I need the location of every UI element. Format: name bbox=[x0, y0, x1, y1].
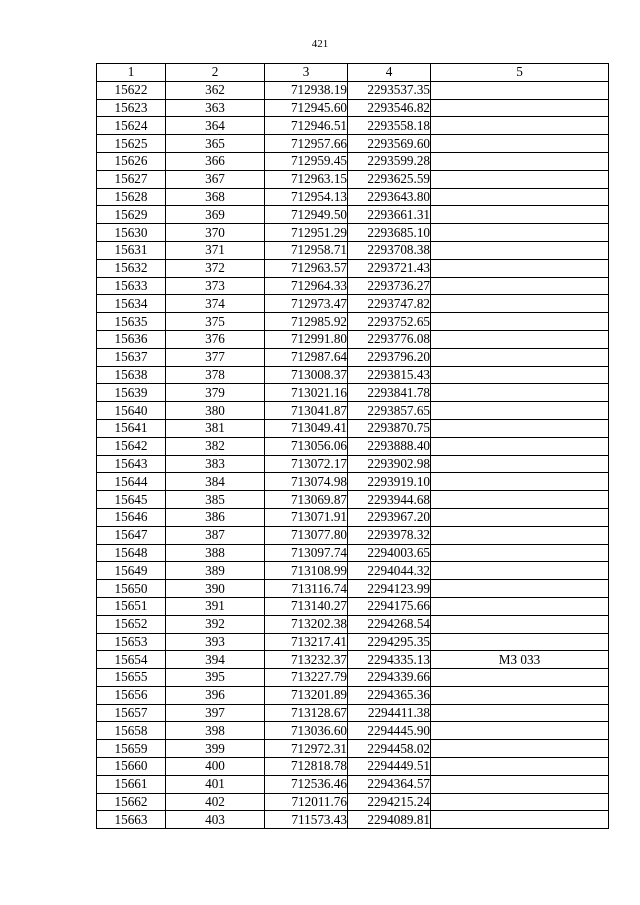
x-coordinate-cell: 712945.60 bbox=[265, 99, 348, 117]
note-cell bbox=[431, 295, 609, 313]
point-number-cell: 383 bbox=[166, 455, 265, 473]
table-row bbox=[97, 384, 609, 402]
table-row bbox=[97, 455, 609, 473]
y-coordinate-cell: 2293776.08 bbox=[348, 330, 431, 348]
x-coordinate-cell: 713056.06 bbox=[265, 437, 348, 455]
table-row bbox=[97, 135, 609, 153]
table-row bbox=[97, 366, 609, 384]
table-row bbox=[97, 669, 609, 687]
y-coordinate-cell: 2293752.65 bbox=[348, 313, 431, 331]
point-number-cell: 397 bbox=[166, 704, 265, 722]
note-cell bbox=[431, 81, 609, 99]
point-number-cell: 390 bbox=[166, 580, 265, 598]
x-coordinate-cell: 712954.13 bbox=[265, 188, 348, 206]
point-number-cell: 396 bbox=[166, 686, 265, 704]
point-number-cell: 371 bbox=[166, 241, 265, 259]
point-number-cell: 364 bbox=[166, 117, 265, 135]
point-number-cell: 384 bbox=[166, 473, 265, 491]
x-coordinate-cell: 713049.41 bbox=[265, 419, 348, 437]
note-cell bbox=[431, 384, 609, 402]
point-id-cell: 15631 bbox=[97, 241, 166, 259]
point-number-cell: 381 bbox=[166, 419, 265, 437]
note-cell bbox=[431, 562, 609, 580]
table-row bbox=[97, 544, 609, 562]
y-coordinate-cell: 2293919.10 bbox=[348, 473, 431, 491]
table-row bbox=[97, 491, 609, 509]
point-id-cell: 15644 bbox=[97, 473, 166, 491]
y-coordinate-cell: 2293685.10 bbox=[348, 224, 431, 242]
note-cell bbox=[431, 473, 609, 491]
note-cell bbox=[431, 615, 609, 633]
x-coordinate-cell: 713074.98 bbox=[265, 473, 348, 491]
y-coordinate-cell: 2293888.40 bbox=[348, 437, 431, 455]
table-row bbox=[97, 295, 609, 313]
y-coordinate-cell: 2293546.82 bbox=[348, 99, 431, 117]
point-number-cell: 366 bbox=[166, 152, 265, 170]
x-coordinate-cell: 713227.79 bbox=[265, 669, 348, 687]
point-id-cell: 15649 bbox=[97, 562, 166, 580]
point-number-cell: 382 bbox=[166, 437, 265, 455]
note-cell bbox=[431, 419, 609, 437]
y-coordinate-cell: 2293944.68 bbox=[348, 491, 431, 509]
y-coordinate-cell: 2293643.80 bbox=[348, 188, 431, 206]
y-coordinate-cell: 2294364.57 bbox=[348, 775, 431, 793]
x-coordinate-cell: 713097.74 bbox=[265, 544, 348, 562]
table-header-row bbox=[97, 64, 609, 82]
table-row bbox=[97, 704, 609, 722]
note-cell bbox=[431, 170, 609, 188]
table-row bbox=[97, 508, 609, 526]
point-number-cell: 403 bbox=[166, 811, 265, 829]
note-cell bbox=[431, 758, 609, 776]
y-coordinate-cell: 2294044.32 bbox=[348, 562, 431, 580]
table-row bbox=[97, 526, 609, 544]
point-id-cell: 15660 bbox=[97, 758, 166, 776]
note-cell bbox=[431, 135, 609, 153]
point-id-cell: 15643 bbox=[97, 455, 166, 473]
table-body bbox=[97, 81, 609, 828]
note-cell bbox=[431, 455, 609, 473]
point-id-cell: 15645 bbox=[97, 491, 166, 509]
note-cell bbox=[431, 704, 609, 722]
table-row bbox=[97, 206, 609, 224]
note-cell bbox=[431, 206, 609, 224]
point-id-cell: 15646 bbox=[97, 508, 166, 526]
point-number-cell: 399 bbox=[166, 740, 265, 758]
table-row bbox=[97, 402, 609, 420]
table-row bbox=[97, 562, 609, 580]
point-id-cell: 15659 bbox=[97, 740, 166, 758]
point-number-cell: 378 bbox=[166, 366, 265, 384]
table-row bbox=[97, 740, 609, 758]
y-coordinate-cell: 2294215.24 bbox=[348, 793, 431, 811]
point-number-cell: 401 bbox=[166, 775, 265, 793]
x-coordinate-cell: 713077.80 bbox=[265, 526, 348, 544]
table-row bbox=[97, 170, 609, 188]
y-coordinate-cell: 2294295.35 bbox=[348, 633, 431, 651]
table-row bbox=[97, 473, 609, 491]
column-header: 4 bbox=[348, 64, 431, 82]
point-id-cell: 15637 bbox=[97, 348, 166, 366]
point-id-cell: 15640 bbox=[97, 402, 166, 420]
y-coordinate-cell: 2293902.98 bbox=[348, 455, 431, 473]
y-coordinate-cell: 2294365.36 bbox=[348, 686, 431, 704]
point-id-cell: 15657 bbox=[97, 704, 166, 722]
point-number-cell: 380 bbox=[166, 402, 265, 420]
point-id-cell: 15632 bbox=[97, 259, 166, 277]
table-row bbox=[97, 651, 609, 669]
note-cell bbox=[431, 330, 609, 348]
coordinates-table bbox=[96, 63, 609, 829]
y-coordinate-cell: 2293857.65 bbox=[348, 402, 431, 420]
point-number-cell: 400 bbox=[166, 758, 265, 776]
x-coordinate-cell: 712963.57 bbox=[265, 259, 348, 277]
y-coordinate-cell: 2293978.32 bbox=[348, 526, 431, 544]
point-id-cell: 15655 bbox=[97, 669, 166, 687]
table-row bbox=[97, 419, 609, 437]
table-row bbox=[97, 437, 609, 455]
x-coordinate-cell: 711573.43 bbox=[265, 811, 348, 829]
y-coordinate-cell: 2293569.60 bbox=[348, 135, 431, 153]
table-row bbox=[97, 330, 609, 348]
note-cell bbox=[431, 188, 609, 206]
point-number-cell: 363 bbox=[166, 99, 265, 117]
x-coordinate-cell: 712991.80 bbox=[265, 330, 348, 348]
table-row bbox=[97, 597, 609, 615]
page-number: 421 bbox=[311, 38, 329, 50]
y-coordinate-cell: 2294458.02 bbox=[348, 740, 431, 758]
y-coordinate-cell: 2293747.82 bbox=[348, 295, 431, 313]
note-cell bbox=[431, 402, 609, 420]
point-id-cell: 15633 bbox=[97, 277, 166, 295]
y-coordinate-cell: 2294339.66 bbox=[348, 669, 431, 687]
note-cell bbox=[431, 313, 609, 331]
note-cell bbox=[431, 241, 609, 259]
point-id-cell: 15648 bbox=[97, 544, 166, 562]
table-row bbox=[97, 152, 609, 170]
table-row bbox=[97, 633, 609, 651]
y-coordinate-cell: 2294003.65 bbox=[348, 544, 431, 562]
point-number-cell: 386 bbox=[166, 508, 265, 526]
x-coordinate-cell: 712957.66 bbox=[265, 135, 348, 153]
point-id-cell: 15651 bbox=[97, 597, 166, 615]
point-number-cell: 392 bbox=[166, 615, 265, 633]
y-coordinate-cell: 2294123.99 bbox=[348, 580, 431, 598]
x-coordinate-cell: 713021.16 bbox=[265, 384, 348, 402]
y-coordinate-cell: 2294445.90 bbox=[348, 722, 431, 740]
note-cell bbox=[431, 580, 609, 598]
x-coordinate-cell: 713008.37 bbox=[265, 366, 348, 384]
x-coordinate-cell: 712938.19 bbox=[265, 81, 348, 99]
note-cell bbox=[431, 366, 609, 384]
note-cell bbox=[431, 526, 609, 544]
note-cell bbox=[431, 669, 609, 687]
table-row bbox=[97, 793, 609, 811]
point-id-cell: 15639 bbox=[97, 384, 166, 402]
note-cell bbox=[431, 224, 609, 242]
point-number-cell: 389 bbox=[166, 562, 265, 580]
note-cell bbox=[431, 633, 609, 651]
y-coordinate-cell: 2293558.18 bbox=[348, 117, 431, 135]
note-cell bbox=[431, 277, 609, 295]
point-number-cell: 395 bbox=[166, 669, 265, 687]
point-id-cell: 15653 bbox=[97, 633, 166, 651]
point-id-cell: 15638 bbox=[97, 366, 166, 384]
point-id-cell: 15635 bbox=[97, 313, 166, 331]
y-coordinate-cell: 2293537.35 bbox=[348, 81, 431, 99]
point-number-cell: 398 bbox=[166, 722, 265, 740]
x-coordinate-cell: 713202.38 bbox=[265, 615, 348, 633]
point-id-cell: 15634 bbox=[97, 295, 166, 313]
note-cell bbox=[431, 597, 609, 615]
x-coordinate-cell: 713217.41 bbox=[265, 633, 348, 651]
table-row bbox=[97, 277, 609, 295]
y-coordinate-cell: 2293815.43 bbox=[348, 366, 431, 384]
x-coordinate-cell: 712972.31 bbox=[265, 740, 348, 758]
table-row bbox=[97, 259, 609, 277]
x-coordinate-cell: 712987.64 bbox=[265, 348, 348, 366]
point-id-cell: 15628 bbox=[97, 188, 166, 206]
note-cell bbox=[431, 811, 609, 829]
y-coordinate-cell: 2293870.75 bbox=[348, 419, 431, 437]
point-number-cell: 368 bbox=[166, 188, 265, 206]
column-header: 3 bbox=[265, 64, 348, 82]
x-coordinate-cell: 713232.37 bbox=[265, 651, 348, 669]
point-id-cell: 15658 bbox=[97, 722, 166, 740]
table-row bbox=[97, 241, 609, 259]
note-cell bbox=[431, 437, 609, 455]
x-coordinate-cell: 712949.50 bbox=[265, 206, 348, 224]
table-row bbox=[97, 615, 609, 633]
table-row bbox=[97, 722, 609, 740]
x-coordinate-cell: 713201.89 bbox=[265, 686, 348, 704]
point-number-cell: 375 bbox=[166, 313, 265, 331]
point-id-cell: 15647 bbox=[97, 526, 166, 544]
table-row bbox=[97, 758, 609, 776]
point-id-cell: 15630 bbox=[97, 224, 166, 242]
table-row bbox=[97, 81, 609, 99]
point-id-cell: 15663 bbox=[97, 811, 166, 829]
x-coordinate-cell: 712973.47 bbox=[265, 295, 348, 313]
note-cell bbox=[431, 152, 609, 170]
y-coordinate-cell: 2294411.38 bbox=[348, 704, 431, 722]
point-number-cell: 387 bbox=[166, 526, 265, 544]
point-number-cell: 379 bbox=[166, 384, 265, 402]
note-cell bbox=[431, 491, 609, 509]
point-number-cell: 373 bbox=[166, 277, 265, 295]
x-coordinate-cell: 713108.99 bbox=[265, 562, 348, 580]
note-cell bbox=[431, 348, 609, 366]
x-coordinate-cell: 712818.78 bbox=[265, 758, 348, 776]
table-row bbox=[97, 348, 609, 366]
y-coordinate-cell: 2293708.38 bbox=[348, 241, 431, 259]
x-coordinate-cell: 712536.46 bbox=[265, 775, 348, 793]
point-number-cell: 402 bbox=[166, 793, 265, 811]
point-id-cell: 15623 bbox=[97, 99, 166, 117]
y-coordinate-cell: 2293661.31 bbox=[348, 206, 431, 224]
x-coordinate-cell: 712951.29 bbox=[265, 224, 348, 242]
x-coordinate-cell: 713036.60 bbox=[265, 722, 348, 740]
y-coordinate-cell: 2293796.20 bbox=[348, 348, 431, 366]
x-coordinate-cell: 712985.92 bbox=[265, 313, 348, 331]
note-cell bbox=[431, 686, 609, 704]
point-number-cell: 388 bbox=[166, 544, 265, 562]
y-coordinate-cell: 2294268.54 bbox=[348, 615, 431, 633]
x-coordinate-cell: 712958.71 bbox=[265, 241, 348, 259]
point-number-cell: 377 bbox=[166, 348, 265, 366]
point-number-cell: 393 bbox=[166, 633, 265, 651]
note-cell bbox=[431, 793, 609, 811]
point-id-cell: 15636 bbox=[97, 330, 166, 348]
point-number-cell: 369 bbox=[166, 206, 265, 224]
x-coordinate-cell: 713072.17 bbox=[265, 455, 348, 473]
note-cell bbox=[431, 117, 609, 135]
x-coordinate-cell: 712011.76 bbox=[265, 793, 348, 811]
point-number-cell: 365 bbox=[166, 135, 265, 153]
table-row bbox=[97, 686, 609, 704]
x-coordinate-cell: 712964.33 bbox=[265, 277, 348, 295]
table-row bbox=[97, 224, 609, 242]
table-row bbox=[97, 117, 609, 135]
y-coordinate-cell: 2294175.66 bbox=[348, 597, 431, 615]
point-id-cell: 15625 bbox=[97, 135, 166, 153]
table-row bbox=[97, 775, 609, 793]
note-cell bbox=[431, 259, 609, 277]
point-id-cell: 15624 bbox=[97, 117, 166, 135]
x-coordinate-cell: 713071.91 bbox=[265, 508, 348, 526]
note-cell: МЗ 033 bbox=[431, 651, 609, 669]
point-number-cell: 394 bbox=[166, 651, 265, 669]
note-cell bbox=[431, 508, 609, 526]
x-coordinate-cell: 712963.15 bbox=[265, 170, 348, 188]
point-id-cell: 15650 bbox=[97, 580, 166, 598]
note-cell bbox=[431, 722, 609, 740]
point-id-cell: 15641 bbox=[97, 419, 166, 437]
y-coordinate-cell: 2293967.20 bbox=[348, 508, 431, 526]
x-coordinate-cell: 712946.51 bbox=[265, 117, 348, 135]
point-id-cell: 15627 bbox=[97, 170, 166, 188]
y-coordinate-cell: 2294335.13 bbox=[348, 651, 431, 669]
note-cell bbox=[431, 740, 609, 758]
column-header: 5 bbox=[431, 64, 609, 82]
note-cell bbox=[431, 99, 609, 117]
y-coordinate-cell: 2294449.51 bbox=[348, 758, 431, 776]
x-coordinate-cell: 713140.27 bbox=[265, 597, 348, 615]
point-id-cell: 15622 bbox=[97, 81, 166, 99]
note-cell bbox=[431, 775, 609, 793]
point-id-cell: 15661 bbox=[97, 775, 166, 793]
point-number-cell: 374 bbox=[166, 295, 265, 313]
table-row bbox=[97, 811, 609, 829]
point-number-cell: 367 bbox=[166, 170, 265, 188]
point-number-cell: 362 bbox=[166, 81, 265, 99]
table-row bbox=[97, 188, 609, 206]
y-coordinate-cell: 2293599.28 bbox=[348, 152, 431, 170]
point-id-cell: 15656 bbox=[97, 686, 166, 704]
point-id-cell: 15626 bbox=[97, 152, 166, 170]
point-id-cell: 15662 bbox=[97, 793, 166, 811]
table-row bbox=[97, 99, 609, 117]
point-number-cell: 376 bbox=[166, 330, 265, 348]
x-coordinate-cell: 712959.45 bbox=[265, 152, 348, 170]
x-coordinate-cell: 713116.74 bbox=[265, 580, 348, 598]
point-id-cell: 15652 bbox=[97, 615, 166, 633]
y-coordinate-cell: 2293841.78 bbox=[348, 384, 431, 402]
x-coordinate-cell: 713128.67 bbox=[265, 704, 348, 722]
x-coordinate-cell: 713069.87 bbox=[265, 491, 348, 509]
y-coordinate-cell: 2293736.27 bbox=[348, 277, 431, 295]
column-header: 1 bbox=[97, 64, 166, 82]
y-coordinate-cell: 2293721.43 bbox=[348, 259, 431, 277]
table-row bbox=[97, 313, 609, 331]
point-number-cell: 372 bbox=[166, 259, 265, 277]
point-number-cell: 370 bbox=[166, 224, 265, 242]
point-id-cell: 15654 bbox=[97, 651, 166, 669]
y-coordinate-cell: 2294089.81 bbox=[348, 811, 431, 829]
note-cell bbox=[431, 544, 609, 562]
table-row bbox=[97, 580, 609, 598]
point-id-cell: 15642 bbox=[97, 437, 166, 455]
point-id-cell: 15629 bbox=[97, 206, 166, 224]
point-number-cell: 385 bbox=[166, 491, 265, 509]
y-coordinate-cell: 2293625.59 bbox=[348, 170, 431, 188]
column-header: 2 bbox=[166, 64, 265, 82]
x-coordinate-cell: 713041.87 bbox=[265, 402, 348, 420]
point-number-cell: 391 bbox=[166, 597, 265, 615]
